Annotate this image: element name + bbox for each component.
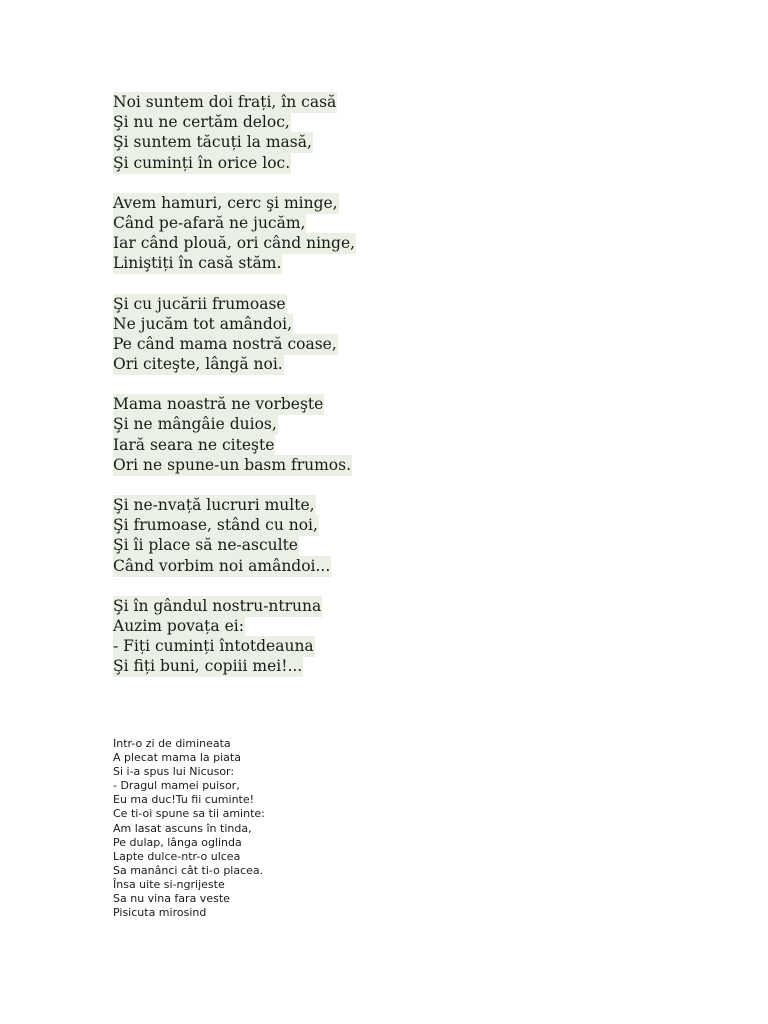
poem-line-text: Şi îi place să ne-asculte (113, 536, 298, 555)
poem-line (113, 314, 356, 334)
poem-line: A plecat mama la piata (113, 751, 241, 765)
poem-line (113, 354, 356, 374)
stanza-3 (113, 294, 356, 375)
poem-line-text: Şi ne mângâie duios, (113, 415, 277, 434)
poem-line-text: Şi în gândul nostru-ntruna (113, 596, 322, 615)
poem-line: Pisicuta mirosind (113, 906, 207, 920)
poem-line-text: Iară seara ne citeşte (113, 435, 275, 454)
poem-line (113, 596, 356, 616)
stanza-4 (113, 394, 356, 475)
poem-line (113, 294, 356, 314)
stanza-1 (113, 92, 356, 173)
poem-line (113, 334, 356, 354)
poem-line: Însa uite si-ngrijeste (113, 877, 225, 891)
poem-line (113, 253, 356, 273)
poem-line: Am lasat ascuns în tinda, (113, 821, 252, 835)
poem-line-text: Ne jucăm tot amândoi, (113, 314, 293, 333)
poem-line-text: Iar când plouă, ori când ninge, (113, 234, 356, 253)
poem-line (113, 656, 356, 676)
stanza-6 (113, 596, 356, 677)
poem-line (113, 515, 356, 535)
poem-line (113, 616, 356, 636)
poem-plain (113, 737, 265, 920)
poem-line-text: - Fiți cuminți întotdeauna (113, 637, 314, 656)
poem-line-text: Noi suntem doi frați, în casă (113, 93, 337, 111)
poem-line-text: Avem hamuri, cerc şi minge, (113, 193, 338, 212)
poem-line-text: Şi frumoase, stând cu noi, (113, 516, 318, 535)
poem-line-text: Şi ne-nvață lucruri multe, (113, 496, 315, 514)
poem-line (113, 233, 356, 253)
poem-line (113, 112, 356, 132)
poem-line: Pe dulap, lânga oglinda (113, 835, 242, 849)
poem-line (113, 495, 356, 515)
poem-line: Intr-o zi de dimineata (113, 737, 231, 750)
poem-line-text: Când pe-afară ne jucăm, (113, 213, 306, 232)
stanza-5 (113, 495, 356, 576)
poem-line-text: Şi suntem tăcuți la masă, (113, 133, 312, 152)
poem-line-text: Când vorbim noi amândoi... (113, 556, 331, 575)
poem-line (113, 535, 356, 555)
poem-line-text: Şi nu ne certăm deloc, (113, 113, 290, 132)
poem-line: Lapte dulce-ntr-o ulcea (113, 849, 241, 863)
poem-line: - Dragul mamei puisor, (113, 779, 240, 793)
poem-line (113, 213, 356, 233)
stanza-2 (113, 193, 356, 274)
poem-line (113, 394, 356, 414)
poem-line: Eu ma duc!Tu fii cuminte! (113, 793, 255, 807)
poem-line-text: Mama noastră ne vorbeşte (113, 395, 324, 414)
poem-line (113, 435, 356, 455)
poem-line-text: Auzim povața ei: (113, 616, 244, 635)
poem-line (113, 636, 356, 656)
poem-highlighted (113, 92, 356, 697)
poem-line-text: Şi cuminți în orice loc. (113, 153, 291, 172)
poem-line: Sa manânci cât ti-o placea. (113, 863, 264, 877)
poem-line-text: Ori citeşte, lângă noi. (113, 355, 283, 374)
poem-line-text: Şi fiți buni, copiii mei!... (113, 657, 303, 676)
poem-line: Ce ti-oi spune sa tii aminte: (113, 807, 265, 821)
poem-line (113, 92, 356, 112)
poem-line-text: Şi cu jucării frumoase (113, 294, 286, 313)
poem-line (113, 556, 356, 576)
poem-line (113, 455, 356, 475)
poem-line (113, 414, 356, 434)
poem-line (113, 153, 356, 173)
poem-line-text: Pe când mama nostră coase, (113, 334, 337, 353)
poem-line (113, 193, 356, 213)
poem-line (113, 132, 356, 152)
poem-line: Sa nu vina fara veste (113, 892, 230, 906)
poem-line-text: Ori ne spune-un basm frumos. (113, 455, 352, 474)
poem-line-text: Liniştiți în casă stăm. (113, 254, 282, 273)
poem-line: Si i-a spus lui Nicusor: (113, 765, 235, 779)
